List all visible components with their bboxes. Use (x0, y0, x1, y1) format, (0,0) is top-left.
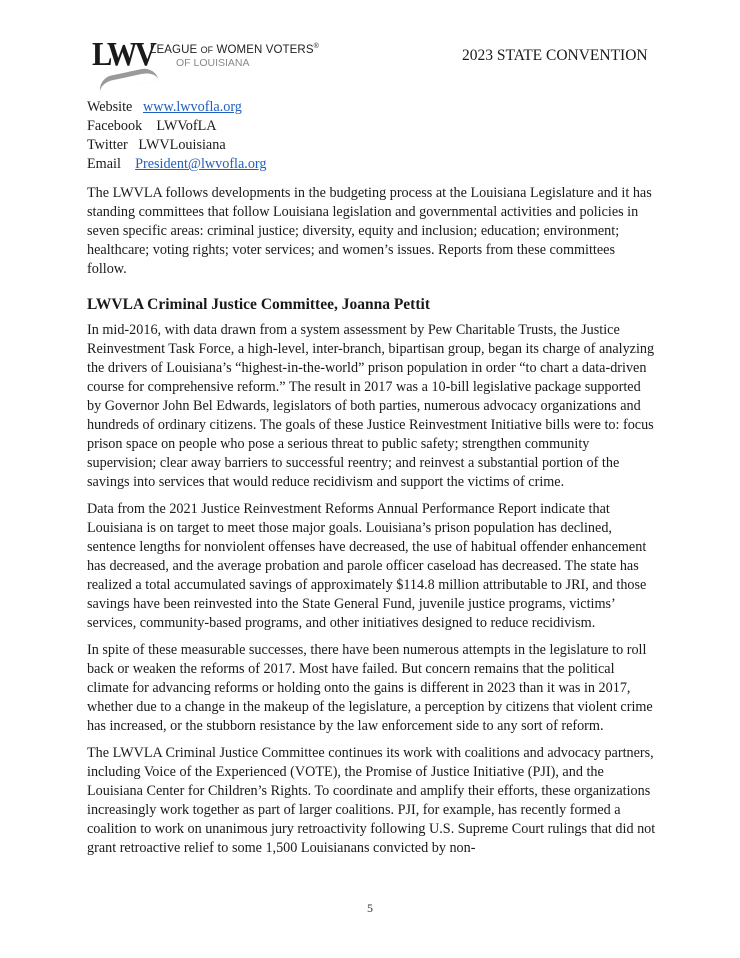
contact-label: Facebook (87, 118, 143, 134)
body-paragraph: The LWVLA Criminal Justice Committee continues its work with coalitions and advocacy partners, including Voice of the Experienced (VOTE), the Promise of Justice Initiative (PJI), and the Louisiana Center for Children’s Rights. To coordinate and amplify their efforts, these organizations increasingly work together as part of larger coalitions. PJI, for example, has recently formed a coalition to work on unanimous jury retroactivity following U.S. Supreme Court rulings that did not grant retroactive relief to some 1,500 Louisianans convicted by non- (87, 745, 656, 856)
lwv-logo-mark: LWV (92, 36, 155, 73)
contact-website (87, 98, 657, 117)
contact-twitter (87, 136, 657, 155)
contact-label: Twitter (87, 137, 128, 153)
body-paragraph: In mid-2016, with data drawn from a system assessment by Pew Charitable Trusts, the Justice Reinvestment Task Force, a high-level, inter-branch, bipartisan group, began its charge of analyzing the drivers of Louisiana’s “highest-in-the-world” prison population in order “to chart a data-driven course for comprehensive reform.” The result in 2017 was a 10-bill legislative package supported by Governor John Bel Edwards, legislators of both parties, numerous advocacy organizations and hundreds of ordinary citizens. The goals of these Justice Reinvestment Initiative bills were to: focus prison space on people who pose a serious threat to public safety; strengthen community supervision; clear away barriers to successful reentry; and reinvest a substantial portion of the savings into services that would reduce recidivism and support the victims of crime. (87, 322, 655, 490)
facebook-handle: LWVofLA (156, 118, 217, 134)
convention-title: 2023 STATE CONVENTION (462, 47, 648, 64)
email-link[interactable]: President@lwvofla.org (135, 156, 267, 172)
section-heading: LWVLA Criminal Justice Committee, Joanna Pettit (87, 296, 430, 313)
contact-facebook (87, 117, 657, 136)
logo-state-name: OF LOUISIANA (176, 57, 250, 69)
intro-paragraph: The LWVLA follows developments in the budgeting process at the Louisiana Legislature and it has standing committees that follow Louisiana legislation and governmental activities and policies in seven specific areas: criminal justice; diversity, equity and inclusion; education; environment; healthcare; voting rights; voter services; and women’s issues. Reports from these committees follow. (87, 185, 652, 277)
logo-org-name: LEAGUE OF WOMEN VOTERS® (150, 43, 319, 56)
page-header (0, 0, 740, 90)
lwv-louisiana-logo (92, 38, 352, 86)
page-number: 5 (367, 901, 373, 915)
document-body (87, 98, 657, 866)
contact-label: Website (87, 99, 133, 115)
twitter-handle: LWVLouisiana (138, 137, 226, 153)
body-paragraph: Data from the 2021 Justice Reinvestment Reforms Annual Performance Report indicate that Louisiana is on target to meet those major goals. Louisiana’s prison population has declined, sentence lengths for nonviolent offenses have decreased, the use of habitual offender enhancement has decreased, and the average probation and parole officer caseload has decreased. The state has realized a total accumulated savings of approximately $114.8 million attributable to JRI, and those savings have been reinvested into the State General Fund, juvenile justice programs, victims’ services, community-based programs, and other initiatives designed to reduce recidivism. (87, 501, 647, 631)
contact-label: Email (87, 156, 121, 172)
body-paragraph: In spite of these measurable successes, there have been numerous attempts in the legislature to roll back or weaken the reforms of 2017. Most have failed. But concern remains that the political climate for advancing reforms or holding onto the gains is different in 2023 than it was in 2017, whether due to a change in the makeup of the legislature, a perception by citizens that violent crime has increased, or the stubborn resistance by the law enforcement side to any sort of reform. (87, 642, 653, 734)
contact-email (87, 155, 657, 174)
contact-list (87, 98, 657, 174)
website-link[interactable]: www.lwvofla.org (143, 99, 242, 115)
